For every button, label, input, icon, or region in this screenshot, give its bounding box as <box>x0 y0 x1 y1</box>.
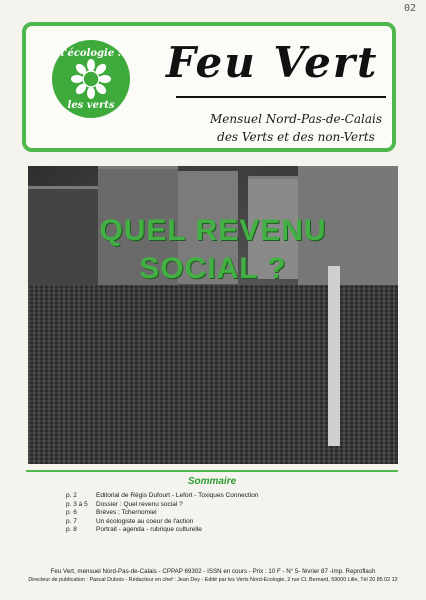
toc-item <box>66 501 376 510</box>
subtitle-line-2: des Verts et des non-Verts <box>217 130 375 144</box>
ecology-logo <box>52 40 130 118</box>
title-underline <box>176 96 386 98</box>
photo-column <box>328 266 340 446</box>
toc-item <box>66 492 376 501</box>
toc-text: Un écologiste au coeur de l'action <box>96 517 194 525</box>
colophon-line-1: Feu Vert, mensuel Nord-Pas-de-Calais - CPPAP 69302 - ISSN en cours - Prix : 10 F - N° 5- février 87 -Imp. Reproflash <box>50 568 376 575</box>
toc-text: Portrait - agenda - rubrique culturelle <box>96 526 202 533</box>
cover-photo <box>28 166 398 464</box>
toc-text: Brèves ; Tchernomiel <box>96 509 157 516</box>
masthead <box>22 22 396 152</box>
toc-item <box>66 518 376 527</box>
table-of-contents <box>26 470 398 562</box>
toc-page: p. 2 <box>66 492 77 499</box>
cover-headline-line-2: SOCIAL ? <box>139 252 287 285</box>
toc-text: Editorial de Régis Dufourt - Lefort - Toxiques Connection <box>96 492 259 499</box>
magazine-title: Feu Vert <box>166 38 379 87</box>
photo-crowd <box>28 285 398 464</box>
cover-headline-line-1: QUEL REVENU <box>99 214 327 247</box>
toc-item <box>66 509 376 518</box>
toc-title: Sommaire <box>187 476 237 487</box>
toc-page: p. 8 <box>66 526 77 533</box>
colophon-line-2: Directeur de publication : Pascal Dubois - Rédacteur en chef : Jean Dey - Edité par les Verts Nord-Ecologie, 2 rue Cl. Bernard, 59000 Lille, Tél 20 85 02 12 <box>28 577 398 583</box>
toc-text: Dossier : Quel revenu social ? <box>96 500 183 508</box>
colophon <box>0 568 426 583</box>
toc-page: p. 7 <box>66 517 77 525</box>
sunflower-icon <box>71 59 111 99</box>
toc-item <box>66 526 376 535</box>
toc-page: p. 6 <box>66 509 77 516</box>
logo-top-text: l'écologie : <box>60 48 122 59</box>
toc-page: p. 3 à 5 <box>66 500 88 508</box>
subtitle-line-1: Mensuel Nord-Pas-de-Calais <box>209 112 383 126</box>
toc-list <box>66 492 376 535</box>
page-number-mark: 02 <box>403 3 416 14</box>
logo-bottom-text: les verts <box>67 100 115 111</box>
